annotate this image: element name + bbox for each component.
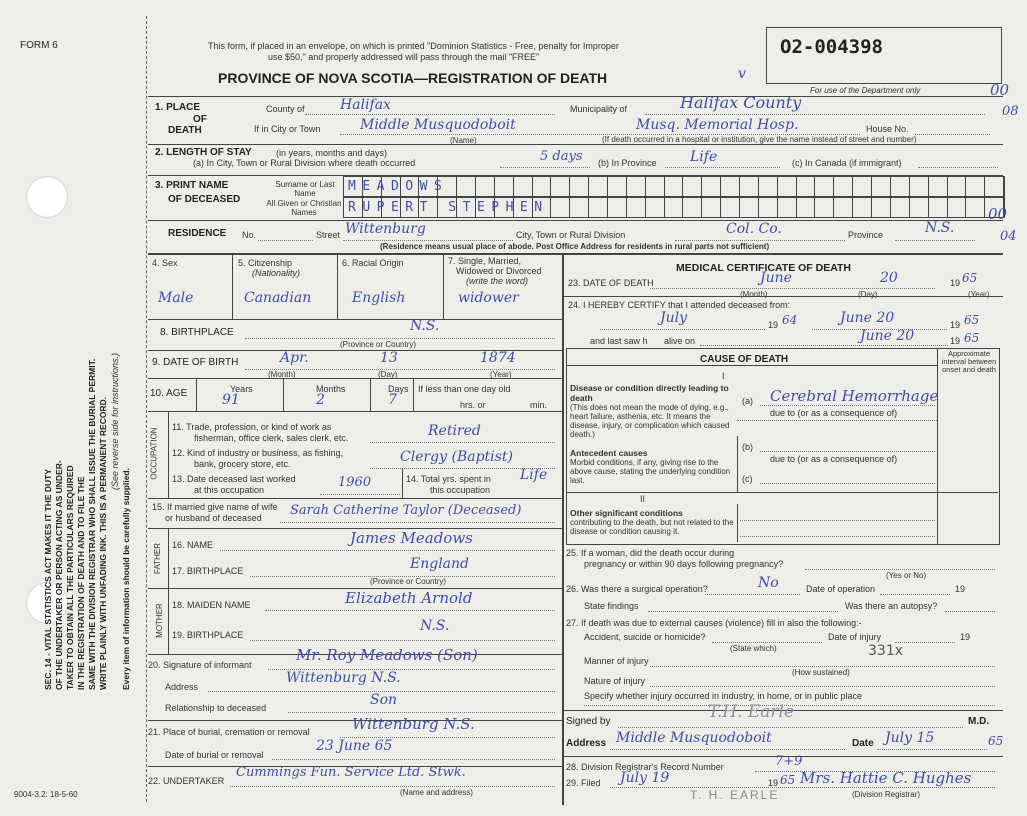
dob-month: Apr. bbox=[280, 350, 309, 366]
s27-sustained: (How sustained) bbox=[792, 668, 850, 677]
given-names-grid bbox=[343, 197, 1005, 218]
cause-c-label: (c) bbox=[742, 474, 753, 484]
physician-stamp: T. H. EARLE bbox=[690, 788, 780, 802]
citizenship-label-2: (Nationality) bbox=[252, 268, 301, 278]
s20-value: Mr. Roy Meadows (Son) bbox=[296, 646, 478, 664]
s24-last-label-2: alive on bbox=[664, 336, 696, 346]
racial-value: English bbox=[352, 290, 406, 306]
s25-note: (Yes or No) bbox=[886, 571, 927, 580]
hospital-value: Musq. Memorial Hosp. bbox=[636, 117, 799, 133]
code-1: 00 bbox=[990, 81, 1010, 99]
residence-no-label: No. bbox=[242, 230, 257, 240]
residence-province-value: N.S. bbox=[925, 220, 955, 236]
citizenship-value: Canadian bbox=[244, 290, 312, 306]
birthplace-value: N.S. bbox=[410, 318, 440, 334]
age-label: 10. AGE bbox=[150, 388, 188, 399]
city-label: If in City or Town bbox=[254, 124, 321, 134]
dob-label: 9. DATE OF BIRTH bbox=[152, 357, 239, 368]
county-label: County of bbox=[266, 104, 305, 114]
s24-to-year: 65 bbox=[964, 313, 980, 327]
s26-findings: State findings bbox=[584, 601, 639, 611]
s12-label-2: bank, grocery store, etc. bbox=[194, 459, 291, 469]
residence-province-label: Province bbox=[848, 230, 884, 240]
s27-year: 19 bbox=[960, 632, 971, 642]
roman-two: II bbox=[640, 494, 646, 504]
residence-city-label: City, Town or Rural Division bbox=[516, 230, 626, 240]
s27-state: (State which) bbox=[730, 644, 777, 653]
md-label: M.D. bbox=[968, 716, 990, 727]
margin-line-8: Every item of information should be carefully supplied. bbox=[121, 468, 131, 690]
county-value: Halifax bbox=[340, 97, 391, 113]
code-3: 00 bbox=[988, 205, 1008, 223]
citizenship-label: 5. Citizenship bbox=[238, 258, 293, 268]
s11-value: Retired bbox=[428, 423, 481, 439]
s14-value: Life bbox=[520, 467, 548, 483]
s14-label: 14. Total yrs. spent in bbox=[406, 474, 491, 484]
s12-label: 12. Kind of industry or business, as fishing, bbox=[172, 448, 344, 458]
s24-last-label: and last saw h bbox=[590, 336, 648, 346]
s27-nature: Nature of injury bbox=[584, 676, 646, 686]
hospital-note: (If death occurred in a hospital or institution, give the name instead of street and number) bbox=[602, 135, 917, 144]
s29-note: (Division Registrar) bbox=[852, 790, 921, 799]
age-hrs: hrs. or bbox=[460, 400, 486, 410]
age-note: If less than one day old bbox=[418, 384, 511, 394]
s1-label: 1. PLACE bbox=[155, 102, 201, 113]
marital-value: widower bbox=[458, 290, 519, 306]
s27-date-injury: Date of injury bbox=[828, 632, 882, 642]
s2b-label: (b) In Province bbox=[598, 158, 657, 168]
age-years-label: Years bbox=[230, 384, 253, 394]
s21-date-value: 23 June 65 bbox=[316, 738, 393, 754]
s23-year-note: (Year) bbox=[968, 290, 990, 299]
signed-label: Signed by bbox=[566, 716, 611, 727]
interval-header: Approximate interval between onset and death bbox=[941, 349, 997, 374]
surname-value: MEADOWS bbox=[348, 179, 449, 194]
other-note: contributing to the death, but not related to the disease or condition causing it. bbox=[570, 518, 734, 536]
sex-label: 4. Sex bbox=[152, 258, 178, 268]
s12-value: Clergy (Baptist) bbox=[400, 449, 513, 465]
disease-note: (This does not mean the mode of dying, e.g., heart failure, asthenia, etc. It means the disease, injury, or complication which caused death.) bbox=[570, 403, 730, 439]
father-side bbox=[150, 528, 168, 588]
antecedent-note: Morbid conditions, if any, giving rise to the above cause, stating the underlying condition last. bbox=[570, 458, 731, 485]
s24-from-year: 64 bbox=[782, 313, 798, 327]
residence-street-label: Street bbox=[316, 230, 341, 240]
s23-year: 65 bbox=[962, 271, 978, 285]
racial-label: 6. Racial Origin bbox=[342, 258, 404, 268]
margin-line-4: IN THE REGISTRATION OF DEATH AND TO FILE THE bbox=[76, 476, 86, 690]
occupation-side bbox=[150, 411, 168, 498]
due-to-2: due to (or as a consequence of) bbox=[770, 454, 898, 464]
s17-value: England bbox=[410, 556, 470, 572]
code-4: 04 bbox=[1000, 229, 1017, 244]
municipality-value: Halifax County bbox=[680, 93, 802, 112]
medical-header: MEDICAL CERTIFICATE OF DEATH bbox=[676, 262, 851, 274]
dob-month-note: (Month) bbox=[268, 370, 296, 379]
cause-b-label: (b) bbox=[742, 442, 753, 452]
s22-value: Cummings Fun. Service Ltd. Stwk. bbox=[236, 765, 466, 780]
registration-number: O2-004398 bbox=[780, 36, 883, 58]
s24-to: June 20 bbox=[840, 310, 895, 326]
form-code: 9004-3.2: 18-5-60 bbox=[14, 790, 78, 799]
cause-a-value: Cerebral Hemorrhage bbox=[770, 387, 939, 405]
s29-year: 65 bbox=[780, 773, 796, 787]
residence-note: (Residence means usual place of abode. Post Office Address for residents in rural parts not sufficient) bbox=[380, 242, 770, 251]
s28-value: 7+9 bbox=[775, 754, 803, 769]
s24-last-year-prefix: 19 bbox=[950, 336, 961, 346]
father-side-label: FATHER bbox=[152, 543, 162, 574]
mother-side bbox=[150, 588, 168, 654]
mother-side-label: MOTHER bbox=[154, 603, 164, 638]
s14-label-2: this occupation bbox=[430, 485, 491, 495]
department-note: For use of the Department only bbox=[810, 86, 921, 95]
form-number: FORM 6 bbox=[20, 40, 58, 51]
residence-city-value: Col. Co. bbox=[726, 221, 782, 237]
s22-note: (Name and address) bbox=[400, 788, 473, 797]
s23-year-prefix: 19 bbox=[950, 278, 961, 288]
s29-value: July 19 bbox=[620, 770, 670, 786]
s24-to-year-prefix: 19 bbox=[950, 320, 961, 330]
s24-from-month: July bbox=[660, 310, 688, 326]
s26-date-label: Date of operation bbox=[806, 584, 876, 594]
date-year: 65 bbox=[988, 734, 1004, 748]
s23-month-note: (Month) bbox=[740, 290, 768, 299]
s23-day: 20 bbox=[880, 270, 898, 286]
s23-month: June bbox=[760, 270, 792, 286]
s27-accident: Accident, suicide or homicide? bbox=[584, 632, 706, 642]
s2b-value: Life bbox=[690, 149, 718, 165]
cause-a-label: (a) bbox=[742, 396, 753, 406]
s20-address-value: Wittenburg N.S. bbox=[286, 670, 401, 686]
dob-year-note: (Year) bbox=[490, 370, 512, 379]
due-to-1: due to (or as a consequence of) bbox=[770, 408, 898, 418]
s28-label: 28. Division Registrar's Record Number bbox=[566, 762, 724, 772]
date-value: July 15 bbox=[885, 730, 935, 746]
age-days-value: 7 bbox=[388, 392, 397, 408]
s26-value: No bbox=[758, 575, 779, 591]
s24-last-year: 65 bbox=[964, 331, 980, 345]
s29-year-prefix: 19 bbox=[768, 778, 779, 788]
margin-line-6: WRITE PLAINLY WITH UNFADING INK. THIS IS A PERMANENT RECORD. bbox=[98, 396, 108, 690]
s25-label-2: pregnancy or within 90 days following pregnancy? bbox=[584, 559, 784, 569]
margin-line-7: (See reverse side for instructions.) bbox=[110, 352, 120, 490]
birthplace-label: 8. BIRTHPLACE bbox=[160, 327, 234, 338]
s27-specify: Specify whether injury occurred in industry, in home, or in public place bbox=[584, 691, 862, 701]
age-months-label: Months bbox=[316, 384, 346, 394]
age-days-label: Days bbox=[388, 384, 409, 394]
s17-label: 17. BIRTHPLACE bbox=[172, 566, 244, 576]
s1-label-3: DEATH bbox=[168, 125, 202, 136]
date-label: Date bbox=[852, 738, 874, 749]
name-note: (Name) bbox=[450, 136, 477, 145]
dob-year: 1874 bbox=[480, 350, 516, 366]
s21-date-label: Date of burial or removal bbox=[165, 750, 264, 760]
sex-value: Male bbox=[158, 290, 194, 306]
code-2: 08 bbox=[1002, 104, 1019, 119]
dob-day: 13 bbox=[380, 350, 398, 366]
s11-label-2: fisherman, office clerk, sales clerk, etc. bbox=[194, 433, 349, 443]
father-note: (Province or Country) bbox=[370, 577, 447, 586]
margin-line-5: SAME WITH THE DIVISION REGISTRAR WHO SHALL ISSUE THE BURIAL PERMIT. bbox=[87, 358, 97, 690]
given-label: All Given or Christian Names bbox=[266, 199, 342, 217]
cause-header: CAUSE OF DEATH bbox=[700, 354, 789, 365]
s3-label-2: OF DECEASED bbox=[168, 194, 241, 205]
s27-manner: Manner of injury bbox=[584, 656, 649, 666]
s13-label-2: at this occupation bbox=[194, 485, 265, 495]
dob-day-note: (Day) bbox=[378, 370, 398, 379]
s27-label: 27. If death was due to external causes (violence) fill in also the following:- bbox=[566, 618, 862, 628]
signed-value: T.H. Earle bbox=[708, 702, 795, 722]
s15-value: Sarah Catherine Taylor (Deceased) bbox=[290, 503, 522, 518]
s24-label: 24. I HEREBY CERTIFY that I attended deceased from: bbox=[568, 300, 791, 310]
s11-label: 11. Trade, profession, or kind of work as bbox=[172, 422, 332, 432]
s13-value: 1960 bbox=[338, 475, 372, 490]
s18-label: 18. MAIDEN NAME bbox=[172, 600, 251, 610]
s26-year: 19 bbox=[955, 584, 966, 594]
s21-value: Wittenburg N.S. bbox=[352, 715, 475, 733]
s1-label-2: OF bbox=[193, 114, 207, 125]
given-names-value: RUPERT STEPHEN bbox=[348, 200, 549, 215]
age-min: min. bbox=[530, 400, 548, 410]
city-value: Middle Musquodoboit bbox=[360, 117, 516, 133]
s22-label: 22. UNDERTAKER bbox=[148, 776, 225, 786]
s24-last-value: June 20 bbox=[860, 328, 915, 344]
s16-value: James Meadows bbox=[350, 529, 473, 547]
marital-label-2: Widowed or Divorced bbox=[456, 266, 542, 276]
disease-label: Disease or condition directly leading to death bbox=[570, 383, 729, 403]
surname-label: Surname or Last Name bbox=[275, 180, 335, 198]
age-months-value: 2 bbox=[316, 392, 325, 408]
s13-label: 13. Date deceased last worked bbox=[172, 474, 296, 484]
s15-label-2: or husband of deceased bbox=[165, 513, 262, 523]
surname-grid bbox=[343, 176, 1005, 197]
form-title: PROVINCE OF NOVA SCOTIA—REGISTRATION OF DEATH bbox=[218, 70, 608, 86]
birthplace-note: (Province or Country) bbox=[340, 340, 417, 349]
s15-label: 15. If married give name of wife bbox=[152, 502, 278, 512]
margin-line-3: TAKER TO OBTAIN ALL THE PARTICULARS REQUIRED bbox=[65, 465, 75, 690]
s21-label: 21. Place of burial, cremation or removal bbox=[148, 727, 310, 737]
s2a-value: 5 days bbox=[540, 149, 583, 164]
s23-label: 23. DATE OF DEATH bbox=[568, 278, 654, 288]
address-label: Address bbox=[566, 738, 607, 749]
s29-label: 29. Filed bbox=[566, 778, 601, 788]
s24-from-year-prefix: 19 bbox=[768, 320, 779, 330]
margin-line-2: OF THE UNDERTAKER OR PERSON ACTING AS UNDER- bbox=[54, 460, 64, 690]
mail-notice-1: This form, if placed in an envelope, on which is printed "Dominion Statistics - Free, penalty for Improper bbox=[208, 41, 619, 51]
house-label: House No. bbox=[866, 124, 909, 134]
s29-registrar: Mrs. Hattie C. Hughes bbox=[800, 769, 972, 787]
residence-label: RESIDENCE bbox=[168, 228, 227, 239]
s3-label: 3. PRINT NAME bbox=[155, 180, 229, 191]
marital-label: 7. Single, Married, bbox=[448, 256, 522, 266]
municipality-label: Municipality of bbox=[570, 104, 628, 114]
s20-relationship-value: Son bbox=[370, 692, 398, 708]
occupation-side-label: OCCUPATION bbox=[149, 427, 159, 480]
s2-label-note: (in years, months and days) bbox=[276, 148, 388, 158]
s27-manner-value: 331x bbox=[868, 643, 904, 659]
s20-relationship-label: Relationship to deceased bbox=[165, 703, 267, 713]
s25-label: 25. If a woman, did the death occur during bbox=[566, 548, 735, 558]
s26-label: 26. Was there a surgical operation? bbox=[566, 584, 708, 594]
roman-one: I bbox=[722, 371, 725, 381]
margin-line-1: SEC. 14 - VITAL STATISTICS ACT MAKES IT THE DUTY bbox=[43, 468, 53, 690]
age-years-value: 91 bbox=[222, 392, 240, 408]
other-label: Other significant conditions bbox=[570, 508, 683, 518]
s26-autopsy: Was there an autopsy? bbox=[845, 601, 938, 611]
check-mark: v bbox=[738, 66, 746, 82]
s19-label: 19. BIRTHPLACE bbox=[172, 630, 244, 640]
antecedent-label: Antecedent causes bbox=[570, 448, 648, 458]
s2a-label: (a) In City, Town or Rural Division where death occurred bbox=[193, 158, 416, 168]
mail-notice-2: use $50," and properly addressed will pass through the mail "FREE" bbox=[268, 52, 540, 62]
s16-label: 16. NAME bbox=[172, 540, 214, 550]
s19-value: N.S. bbox=[420, 618, 450, 634]
residence-street-value: Wittenburg bbox=[345, 221, 426, 237]
s18-value: Elizabeth Arnold bbox=[345, 589, 473, 607]
s2-label: 2. LENGTH OF STAY bbox=[155, 147, 252, 158]
s2c-label: (c) In Canada (if immigrant) bbox=[792, 158, 902, 168]
s23-day-note: (Day) bbox=[858, 290, 878, 299]
s20-label: 20. Signature of informant bbox=[148, 660, 252, 670]
s20-address-label: Address bbox=[165, 682, 199, 692]
address-value: Middle Musquodoboit bbox=[616, 730, 772, 746]
marital-label-3: (write the word) bbox=[466, 276, 529, 286]
